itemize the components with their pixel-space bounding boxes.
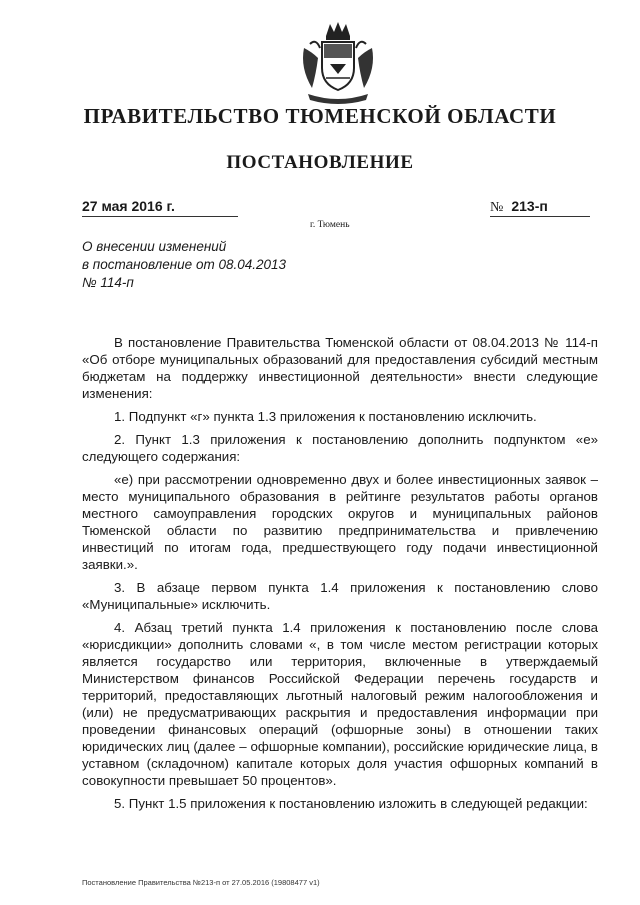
document-footer: Постановление Правительства №213-п от 27.05.2016 (19808477 v1): [82, 878, 320, 887]
paragraph-item-3: 3. В абзаце первом пункта 1.4 приложения к постановлению слово «Муниципальные» исключить.: [82, 580, 598, 612]
number-sign: №: [490, 200, 504, 215]
government-title: ПРАВИТЕЛЬСТВО ТЮМЕНСКОЙ ОБЛАСТИ: [83, 104, 557, 128]
coat-of-arms-icon: [296, 18, 380, 106]
subject-line: в постановление от 08.04.2013: [82, 257, 287, 272]
decree-number-field: [490, 198, 590, 217]
decree-body: [82, 334, 598, 818]
subject-line: № 114-п: [82, 275, 134, 290]
decree-subject: [82, 238, 286, 292]
city-label: г. Тюмень: [310, 220, 350, 230]
decree-date: 27 мая 2016 г.: [82, 198, 238, 217]
paragraph-intro: В постановление Правительства Тюменской области от 08.04.2013 № 114-п «Об отборе муниципальных образований для предоставления субсидий местным бюджетам на поддержку инвестиционной деятельности» внести следующие изменения:: [82, 335, 598, 401]
paragraph-item-1: 1. Подпункт «г» пункта 1.3 приложения к постановлению исключить.: [114, 409, 537, 424]
document-type-title: ПОСТАНОВЛЕНИЕ: [226, 152, 414, 173]
paragraph-item-5: 5. Пункт 1.5 приложения к постановлению изложить в следующей редакции:: [114, 796, 588, 811]
paragraph-item-2-quote: «е) при рассмотрении одновременно двух и более инвестиционных заявок – место муниципального образования в рейтинге результатов работы органов местного самоуправления городских округов и муниципальных районов Тюменской области по развитию предпринимательства и привлечению инвестиций по итогам года, предшествующего году подачи инвестиционной заявки.».: [82, 472, 598, 572]
paragraph-item-4: 4. Абзац третий пункта 1.4 приложения к постановлению после слова «юрисдикции» дополнить словами «, в том числе местом регистрации которых является государство или территория, включенные в утверждаемый Министерством финансов Российской Федерации перечень государств и территорий, предоставляющих льготный налоговый режим налогообложения и (или) не предусматривающих раскрытия и предоставления информации при проведении финансовых операций (офшорные зоны) в отношении таких юридических лиц (далее – офшорные компании), российские юридические лица, в уставном (складочном) капитале которых доля участия офшорных компаний в совокупности превышает 50 процентов».: [82, 620, 598, 788]
subject-line: О внесении изменений: [82, 239, 227, 254]
decree-number: 213-п: [511, 198, 548, 214]
paragraph-item-2: 2. Пункт 1.3 приложения к постановлению дополнить подпунктом «е» следующего содержания:: [82, 432, 598, 464]
